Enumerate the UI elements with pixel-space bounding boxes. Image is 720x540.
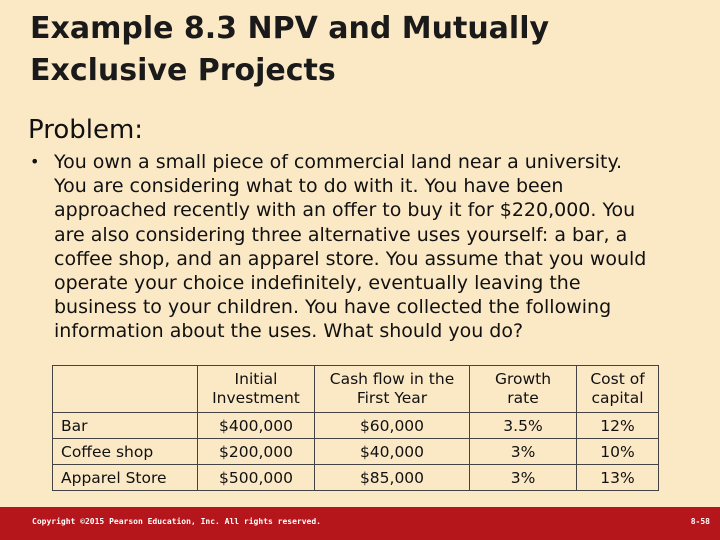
cell-growth-rate: 3.5% <box>470 413 577 439</box>
bullet-line: operate your choice indefinitely, eventually leaving the <box>54 272 581 295</box>
header-first-year-cash-flow: Cash flow in the First Year <box>315 366 470 413</box>
page-number: 8-58 <box>690 517 710 526</box>
cell-initial-investment: $400,000 <box>198 413 315 439</box>
cell-first-year-cash-flow: $40,000 <box>315 439 470 465</box>
bullet-line: coffee shop, and an apparel store. You assume that you would <box>54 247 647 270</box>
bullet-line: You are considering what to do with it. You have been <box>54 175 564 198</box>
problem-bullet <box>30 150 690 344</box>
cell-cost-of-capital: 13% <box>577 465 659 491</box>
footer-bar <box>0 507 720 540</box>
title-line-2: Exclusive Projects <box>30 53 336 88</box>
cell-first-year-cash-flow: $85,000 <box>315 465 470 491</box>
copyright-text: Copyright ©2015 Pearson Education, Inc. All rights reserved. <box>32 517 321 526</box>
cell-initial-investment: $500,000 <box>198 465 315 491</box>
header-cost-of-capital: Cost of capital <box>577 366 659 413</box>
bullet-text <box>54 150 690 344</box>
bullet-line: are also considering three alternative uses yourself: a bar, a <box>54 223 628 246</box>
header-growth-rate: Growth rate <box>470 366 577 413</box>
bullet-line: You own a small piece of commercial land near a university. <box>54 151 623 173</box>
row-label: Bar <box>53 413 198 439</box>
table-row <box>53 439 659 465</box>
title-line-1: Example 8.3 NPV and Mutually <box>30 11 550 46</box>
row-label: Coffee shop <box>53 439 198 465</box>
cell-cost-of-capital: 10% <box>577 439 659 465</box>
problem-heading: Problem: <box>28 115 144 145</box>
cell-initial-investment: $200,000 <box>198 439 315 465</box>
cell-growth-rate: 3% <box>470 439 577 465</box>
table-row <box>53 465 659 491</box>
projects-table <box>52 365 659 491</box>
cell-growth-rate: 3% <box>470 465 577 491</box>
row-label: Apparel Store <box>53 465 198 491</box>
table-header-row <box>53 366 659 413</box>
header-initial-investment: Initial Investment <box>198 366 315 413</box>
bullet-line: approached recently with an offer to buy it for $220,000. You <box>54 199 636 222</box>
bullet-icon: • <box>30 152 40 171</box>
cell-first-year-cash-flow: $60,000 <box>315 413 470 439</box>
bullet-line: information about the uses. What should you do? <box>54 320 524 343</box>
slide-title <box>30 8 710 92</box>
bullet-line: business to your children. You have collected the following <box>54 296 612 319</box>
cell-cost-of-capital: 12% <box>577 413 659 439</box>
table-row <box>53 413 659 439</box>
header-cell-empty <box>53 366 198 413</box>
